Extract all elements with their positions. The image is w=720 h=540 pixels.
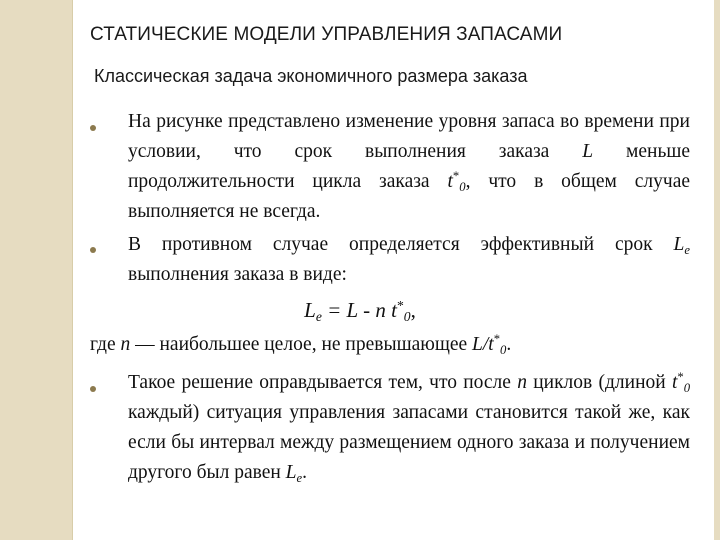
bullet-icon (90, 386, 96, 392)
left-decorative-stripe (0, 0, 72, 540)
bullet-paragraph-1: На рисунке представлено изменение уровня запаса во времени при условии, что срок выполнения заказа L меньше продолжительности цикла заказа $t^*_0$, что в общем случае выполняется не всегда. (128, 111, 691, 222)
formula: $L_e = L - n$ $t^*_0$, (304, 297, 416, 325)
bullet-icon (90, 247, 96, 253)
slide-subtitle: Классическая задача экономичного размера заказа (94, 66, 528, 86)
slide-title: СТАТИЧЕСКИЕ МОДЕЛИ УПРАВЛЕНИЯ ЗАПАСАМИ (90, 24, 563, 45)
bullet-paragraph-2: В противном случае определяется эффективный срок $L_e$ выполнения заказа в виде: (128, 234, 690, 285)
bullet-icon (90, 125, 96, 131)
bullet-paragraph-3: Такое решение оправдывается тем, что после n циклов (длиной $t^*_0$ каждый) ситуация управления запасами становится такой же, как если бы интервал между размещением одного заказа и получением другого был равен $L_e$. (128, 370, 691, 485)
right-decorative-stripe (714, 0, 720, 540)
definition-line: где n — наибольшее целое, не превышающее $L/t^*_0$. (90, 332, 512, 357)
